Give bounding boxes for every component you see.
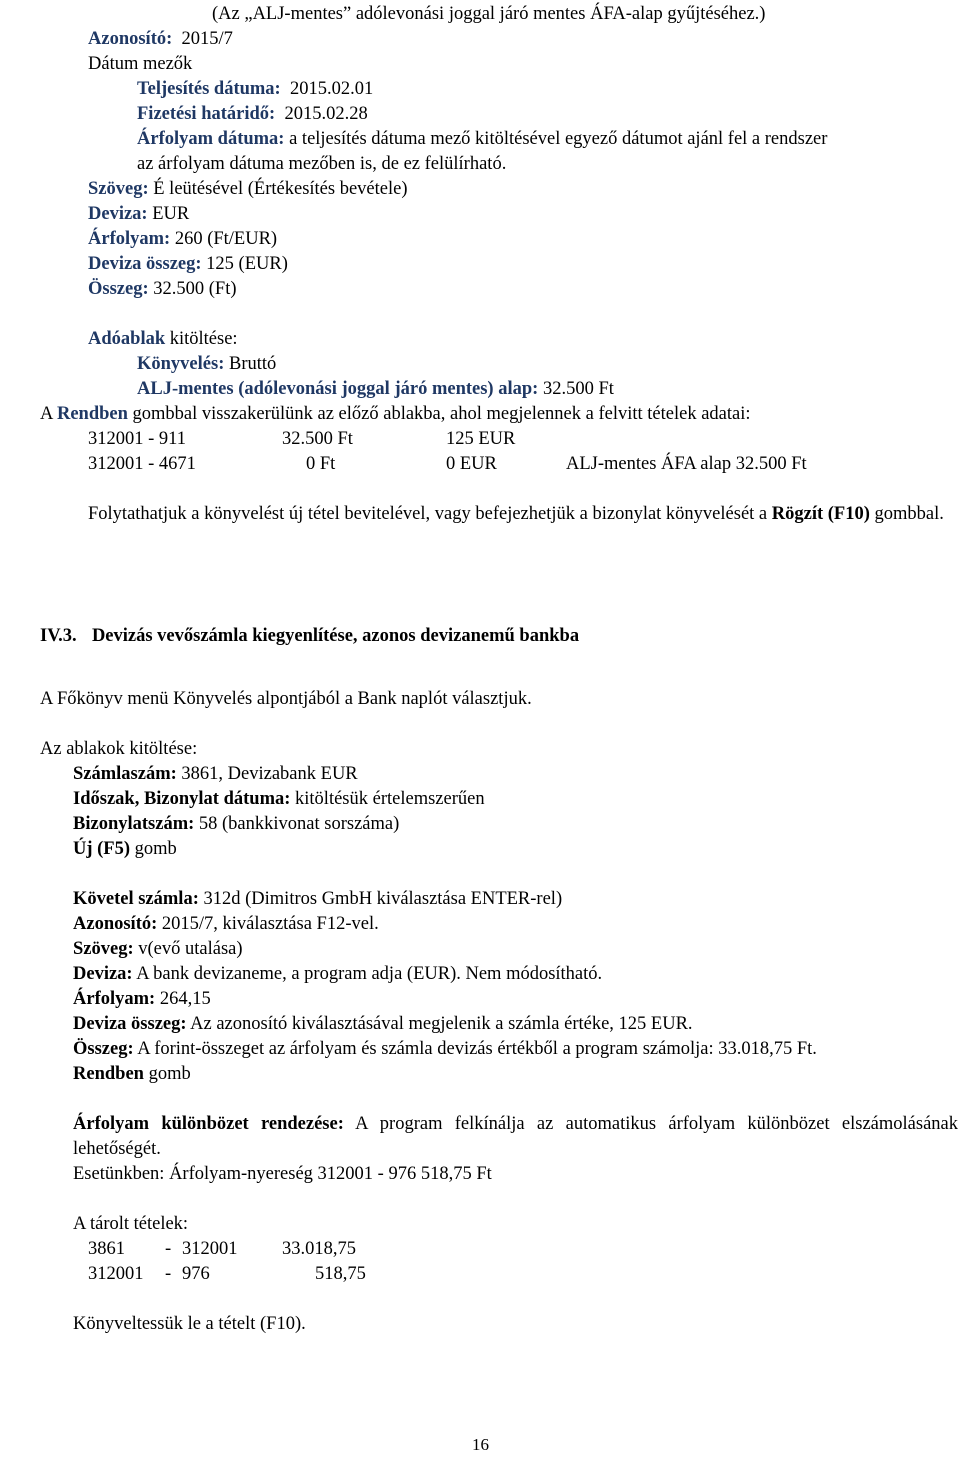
bizonylatszam-label: Bizonylatszám: [73,814,195,834]
azonosito2-row [73,912,379,937]
datum-mezok-heading: Dátum mezők [88,54,193,74]
alj-alap-value: 32.500 Ft [542,379,614,399]
ablakok-heading: Az ablakok kitöltése: [40,739,198,759]
kovetel-value: 312d (Dimitros GmbH kiválasztása ENTER-rel) [203,889,563,909]
deviza-osszeg-row [88,252,288,277]
arfolyam2-label: Árfolyam: [73,989,156,1009]
deviza-osszeg-value: 125 (EUR) [206,254,288,274]
tetel-credit: 312001 [182,1239,238,1259]
tetel-note: ALJ-mentes ÁFA alap 32.500 Ft [566,454,807,474]
alj-alap-label: ALJ-mentes (adólevonási joggal járó mentes) alap: [137,379,539,399]
teljesites-label: Teljesítés dátuma: [137,79,281,99]
azonosito-label: Azonosító: [88,29,173,49]
deviza2-label: Deviza: [73,964,133,984]
azonosito2-label: Azonosító: [73,914,158,934]
tetel-debit: 312001 [88,1264,144,1284]
arf-kulonbozet-paragraph [73,1112,958,1162]
folytathatjuk-paragraph [88,502,958,527]
konyveles-value: Bruttó [228,354,277,374]
deviza-label: Deviza: [88,204,148,224]
bizonylatszam-value: 58 (bankkivonat sorszáma) [198,814,400,834]
tetel-sep: - [165,1264,172,1284]
alj-alap-row [137,377,614,402]
section-title: Devizás vevőszámla kiegyenlítése, azonos devizanemű bankba [91,626,580,646]
tetel-eur: 0 EUR [446,454,497,474]
deviza-row [88,202,189,227]
osszeg2-label: Összeg: [73,1039,134,1059]
arf-kulonbozet-value: A program felkínálja az automatikus árfolyam különbözet elszámolásának lehetőségét. [73,1114,959,1159]
arfolyam-datuma-text2: az árfolyam dátuma mezőben is, de ez felülírható. [137,154,507,174]
bizonylatszam-row [73,812,399,837]
rendben-gomb-value: gomb [148,1064,191,1084]
arfolyam-datuma-label: Árfolyam dátuma: [137,129,285,149]
azonosito-value: 2015/7 [181,29,233,49]
deviza-value: EUR [152,204,190,224]
rendben-label: Rendben [56,404,128,424]
szoveg2-label: Szöveg: [73,939,134,959]
szoveg2-row [73,937,243,962]
deviza2-row [73,962,602,987]
section-number: IV.3. [40,626,77,646]
szamlaszam-value: 3861, Devizabank EUR [181,764,358,784]
kovetel-label: Követel számla: [73,889,199,909]
fizetesi-row [137,102,368,127]
adoablak-label: Adóablak [88,329,166,349]
idoszak-label: Időszak, Bizonylat dátuma: [73,789,291,809]
osszeg-value: 32.500 (Ft) [153,279,237,299]
section-heading [40,624,579,649]
teljesites-value: 2015.02.01 [289,79,374,99]
osszeg-label: Összeg: [88,279,149,299]
szamlaszam-row [73,762,358,787]
tetel-ft: 0 Ft [306,454,336,474]
szoveg2-value: v(evő utalása) [138,939,243,959]
konyveltessuk-line: Könyveltessük le a tételt (F10). [73,1314,306,1334]
arfolyam-datuma-text1: a teljesítés dátuma mező kitöltésével egyező dátumot ajánl fel a rendszer [289,129,828,149]
osszeg-row [88,277,237,302]
f10-label: (F10) [827,504,870,524]
arfolyam2-value: 264,15 [159,989,211,1009]
fokonyv-line: A Főkönyv menü Könyvelés alpontjából a Bank naplót választjuk. [40,689,532,709]
osszeg2-row [73,1037,817,1062]
arfolyam-datuma-row [137,127,827,152]
osszeg2-value: A forint-összeget az árfolyam és számla devizás értékből a program számolja: 33.018,75 Ft. [137,1039,817,1059]
arfolyam2-row [73,987,211,1012]
azonosito2-value: 2015/7, kiválasztása F12-vel. [161,914,379,934]
tetel-credit: 976 [182,1264,210,1284]
folytathatjuk-pre: Folytathatjuk a könyvelést új tétel bevitelével, vagy befejezhetjük a bizonylat könyvelését a [88,504,768,524]
esetunkben-line: Esetünkben: Árfolyam-nyereség 312001 - 976 518,75 Ft [73,1164,492,1184]
deviza2-value: A bank devizaneme, a program adja (EUR). Nem módosítható. [136,964,603,984]
tarolt-heading: A tárolt tételek: [73,1214,189,1234]
fizetesi-value: 2015.02.28 [284,104,368,124]
uj-gomb-value: gomb [134,839,177,859]
arfolyam-row [88,227,277,252]
idoszak-value: kitöltésük értelemszerűen [295,789,485,809]
fizetesi-label: Fizetési határidő: [137,104,276,124]
tetel-sep: - [165,1239,172,1259]
tetel-account: 312001 - 911 [88,429,186,449]
page-number: 16 [472,1435,489,1454]
adoablak-row [88,327,238,352]
tetel-account: 312001 - 4671 [88,454,196,474]
szoveg-label: Szöveg: [88,179,149,199]
tetel-amount: 33.018,75 [282,1239,356,1259]
deviza-osszeg2-value: Az azonosító kiválasztásával megjelenik a számla értéke, 125 EUR. [190,1014,693,1034]
arfolyam-value: 260 (Ft/EUR) [174,229,278,249]
szoveg-value: É leütésével (Értékesítés bevétele) [153,179,408,199]
arf-kulonbozet-label: Árfolyam különbözet rendezése: [73,1114,344,1134]
idoszak-row [73,787,485,812]
tetel-debit: 3861 [88,1239,125,1259]
szoveg-row [88,177,408,202]
rogzit-label: Rögzít [771,504,824,524]
folytathatjuk-post: gombbal. [874,504,944,524]
deviza-osszeg2-label: Deviza összeg: [73,1014,187,1034]
rendben-line [40,402,751,427]
deviza-osszeg2-row [73,1012,693,1037]
arfolyam-label: Árfolyam: [88,229,171,249]
deviza-osszeg-label: Deviza összeg: [88,254,202,274]
adoablak-value: kitöltése: [169,329,238,349]
kovetel-row [73,887,562,912]
teljesites-row [137,77,373,102]
konyveles-row [137,352,276,377]
intro-note: (Az „ALJ-mentes” adólevonási joggal járó mentes ÁFA-alap gyűjtéséhez.) [212,4,766,24]
rendben-pre: A [40,404,53,424]
konyveles-label: Könyvelés: [137,354,225,374]
uj-gomb-label: Új (F5) [73,839,131,859]
tetel-amount: 518,75 [315,1264,366,1284]
rendben-post: gombbal visszakerülünk az előző ablakba, ahol megjelennek a felvitt tételek adatai: [132,404,751,424]
azonosito-row [88,27,233,52]
rendben-gomb-row [73,1062,191,1087]
rendben-gomb-label: Rendben [73,1064,144,1084]
szamlaszam-label: Számlaszám: [73,764,177,784]
tetel-ft: 32.500 Ft [282,429,353,449]
uj-gomb-row [73,837,177,862]
tetel-eur: 125 EUR [446,429,516,449]
